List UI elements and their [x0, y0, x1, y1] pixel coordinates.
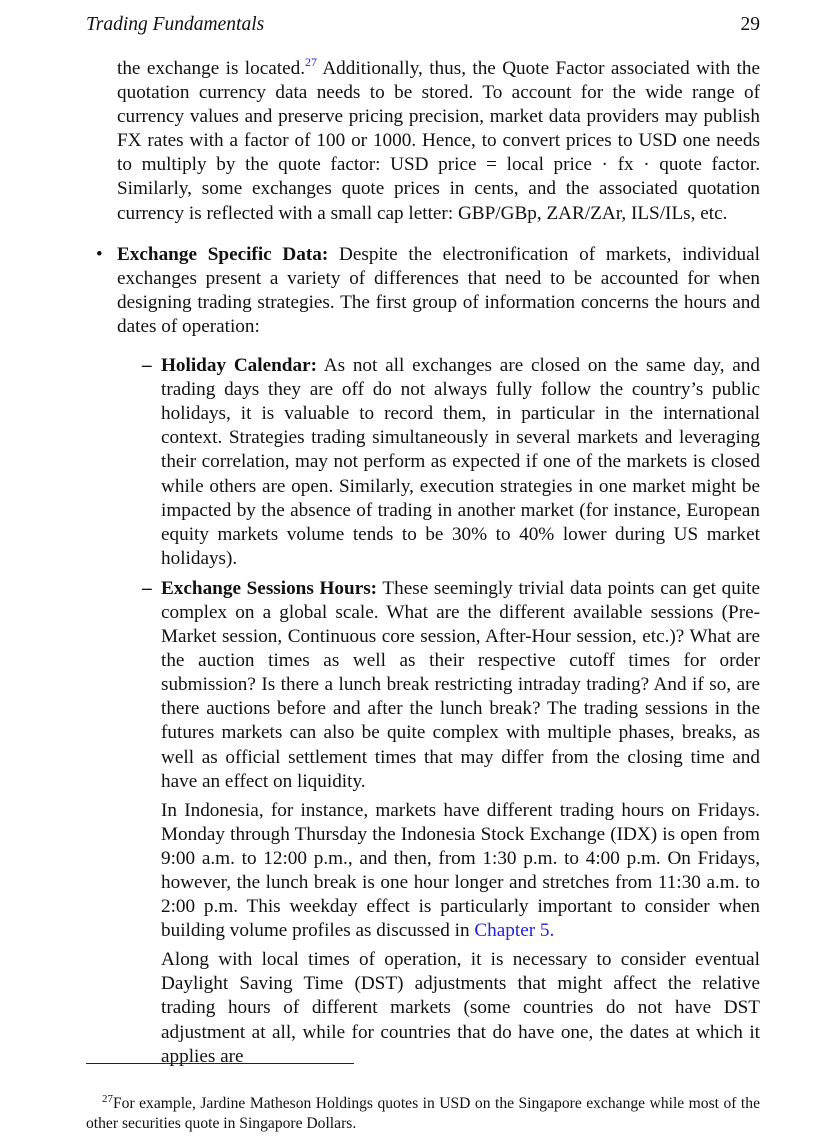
- page-number: 29: [740, 14, 760, 35]
- bullet-term: Exchange Specific Data:: [117, 243, 329, 265]
- bullet-marker: •: [96, 243, 103, 265]
- sessions-term: Exchange Sessions Hours:: [161, 577, 378, 599]
- dst-paragraph: [161, 948, 760, 1068]
- dash-marker: –: [142, 355, 152, 377]
- item-holiday-calendar: [142, 354, 760, 571]
- holiday-text: As not all exchanges are closed on the same day, and trading days they are off do not always fully follow the country’s public holidays, it is valuable to record them, in particular in the international context. Strategies trading simultaneously in several markets and leveraging their correlation, may not perform as expected if one of the markets is closed while others are open. Similarly, execution strategies in one market might be impacted by the absence of trading in another market (for instance, European equity markets volume tends to be 30% to 40% lower during US market holidays).: [161, 355, 760, 569]
- sessions-text: These seemingly trivial data points can get quite complex on a global scale. What are the different available sessions (Pre-Market session, Continuous core session, After-Hour session, etc.)? What are the auction times as well as their respective cutoff times for order submission? Is there a lunch break restricting intraday trading? And if so, are there auctions before and after the lunch break? The trading sessions in the futures markets can also be quite complex with multiple phases, breaks, as well as official settlement times that may differ from the closing time and have an effect on liquidity.: [161, 577, 760, 792]
- item-exchange-sessions-hours: [142, 577, 760, 794]
- footnote-reference[interactable]: 27: [305, 55, 317, 69]
- dst-text: Along with local times of operation, it is necessary to consider eventual Daylight Saving Time (DST) adjustments that might affect the relative trading hours of different markets (some countries do not have DST adjustment at all, while for countries that do have one, the dates at which it applies are: [161, 949, 760, 1067]
- footnote-marker: 27: [102, 1093, 113, 1105]
- holiday-term: Holiday Calendar:: [161, 355, 317, 377]
- footnote-divider: [86, 1063, 354, 1064]
- chapter-5-link[interactable]: Chapter 5.: [474, 920, 555, 942]
- continuation-paragraph: [117, 57, 760, 226]
- continuation-text-a: the exchange is located.: [117, 58, 305, 79]
- indonesia-paragraph: [161, 799, 760, 944]
- footnote: [86, 1094, 760, 1134]
- continuation-text-b: Additionally, thus, the Quote Factor associated with the quotation currency data needs to be stored. To account for the wide range of currency values and preserve pricing precision, market data providers may publish FX rates with a factor of 100 or 1000. Hence, to convert prices to USD one needs to multiply by the quote factor: USD price = local price · fx · quote factor. Similarly, some exchanges quote prices in cents, and the associated quotation currency is reflected with a small cap letter: GBP/GBp, ZAR/ZAr, ILS/ILs, etc.: [117, 58, 760, 224]
- bullet-exchange-specific-data: [96, 243, 760, 339]
- bullet-text: Despite the electronification of markets, individual exchanges present a variety of differences that need to be accounted for when designing trading strategies. The first group of information concerns the hours and dates of operation:: [117, 243, 760, 337]
- indonesia-text: In Indonesia, for instance, markets have different trading hours on Fridays. Monday through Thursday the Indonesia Stock Exchange (IDX) is open from 9:00 a.m. to 12:00 p.m., and then, from 1:30 p.m. to 4:00 p.m. On Fridays, however, the lunch break is one hour longer and stretches from 11:30 a.m. to 2:00 p.m. This weekday effect is particularly important to consider when building volume profiles as discussed in: [161, 799, 760, 942]
- page-header: [86, 14, 760, 40]
- dash-marker: –: [142, 577, 152, 599]
- footnote-text: For example, Jardine Matheson Holdings quotes in USD on the Singapore exchange while most of the other securities quote in Singapore Dollars.: [86, 1095, 760, 1132]
- body-text: [86, 57, 760, 1069]
- running-title: Trading Fundamentals: [86, 14, 265, 35]
